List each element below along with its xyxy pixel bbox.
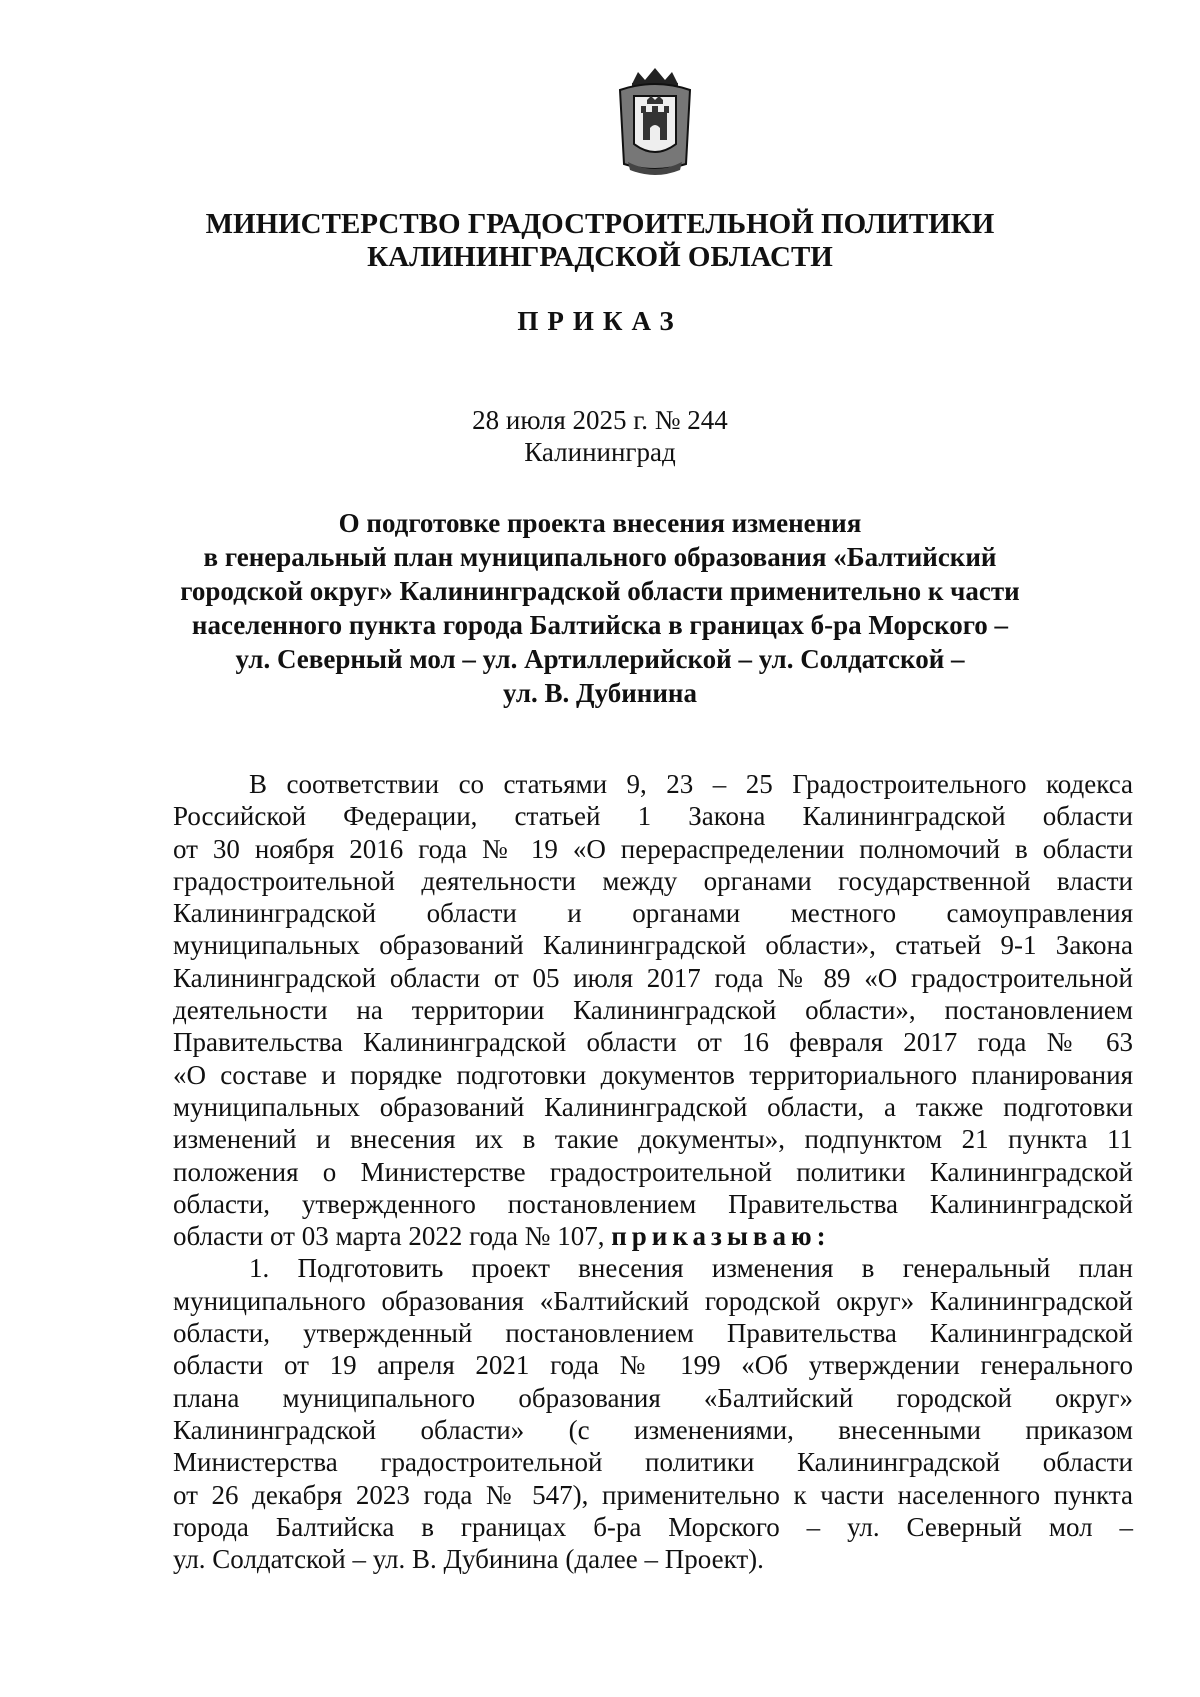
subject-line: ул. В. Дубинина	[503, 678, 697, 708]
subject-line: О подготовке проекта внесения изменения	[338, 508, 862, 538]
preamble-line: Правительства Калининградской области от 16 февраля 2017 года № 63	[173, 1027, 1133, 1058]
order-subject	[0, 506, 1200, 710]
item1-line: от 26 декабря 2023 года № 547), применительно к части населенного пункта	[173, 1479, 1133, 1510]
preamble-line: «О составе и порядке подготовки документов территориального планирования	[173, 1059, 1133, 1090]
preamble-line: В соответствии со статьями 9, 23 – 25 Градостроительного кодекса	[249, 769, 1133, 799]
preamble-line: от 30 ноября 2016 года № 19 «О перераспределении полномочий в области	[173, 833, 1133, 864]
item1-line: 1. Подготовить проект внесения изменения в генеральный план	[249, 1253, 1133, 1284]
preamble-final-line	[173, 1220, 1133, 1252]
preamble-line: муниципальных образований Калининградской области, а также подготовки	[173, 1091, 1133, 1122]
order-date-number: 28 июля 2025 г. № 244	[472, 405, 728, 435]
preamble-line: градостроительной деятельности между органами государственной власти	[173, 865, 1133, 896]
order-city: Калининград	[524, 437, 676, 467]
item1-line: Калининградской области» (с изменениями, внесенными приказом	[173, 1414, 1133, 1445]
item1-line: города Балтийска в границах б-ра Морского – ул. Северный мол –	[173, 1511, 1133, 1542]
subject-line: ул. Северный мол – ул. Артиллерийской – ул. Солдатской –	[235, 644, 965, 674]
preamble-line: Калининградской области от 05 июля 2017 года № 89 «О градостроительной	[173, 962, 1133, 993]
coat-of-arms-icon	[614, 66, 696, 176]
document-body	[173, 768, 1133, 1575]
subject-line: населенного пункта города Балтийска в границах б-ра Морского –	[191, 610, 1009, 640]
item1-line: плана муниципального образования «Балтийский городской округ»	[173, 1382, 1133, 1413]
preamble-line: деятельности на территории Калининградской области», постановлением	[173, 995, 1133, 1026]
preamble-line: изменений и внесения их в такие документы», подпунктом 21 пункта 11	[173, 1124, 1133, 1155]
order-verb: приказываю:	[611, 1221, 831, 1252]
item1-line: области, утвержденный постановлением Правительства Калининградской	[173, 1318, 1133, 1349]
ministry-line-1: МИНИСТЕРСТВО ГРАДОСТРОИТЕЛЬНОЙ ПОЛИТИКИ	[205, 208, 995, 240]
preamble-line: области, утвержденного постановлением Правительства Калининградской	[173, 1188, 1133, 1219]
subject-line: в генеральный план муниципального образования «Балтийский	[203, 542, 997, 572]
preamble-line: Калининградской области и органами местного самоуправления	[173, 898, 1133, 929]
preamble-line: Российской Федерации, статьей 1 Закона Калининградской области	[173, 801, 1133, 832]
ministry-line-2: КАЛИНИНГРАДСКОЙ ОБЛАСТИ	[367, 241, 833, 273]
item1-line: области от 19 апреля 2021 года № 199 «Об утверждении генерального	[173, 1350, 1133, 1381]
item1-line: муниципального образования «Балтийский городской округ» Калининградской	[173, 1285, 1133, 1316]
preamble-last-text: области от 03 марта 2022 года № 107,	[173, 1221, 605, 1252]
item1-line: ул. Солдатской – ул. В. Дубинина (далее – Проект).	[173, 1544, 764, 1575]
preamble-line: муниципальных образований Калининградской области», статьей 9-1 Закона	[173, 930, 1133, 961]
item1-line: Министерства градостроительной политики Калининградской области	[173, 1447, 1133, 1478]
ministry-title	[0, 208, 1200, 274]
preamble-line: положения о Министерстве градостроительной политики Калининградской	[173, 1156, 1133, 1187]
document-type: ПРИКАЗ	[517, 306, 683, 336]
subject-line: городской округ» Калининградской области применительно к части	[180, 576, 1020, 606]
